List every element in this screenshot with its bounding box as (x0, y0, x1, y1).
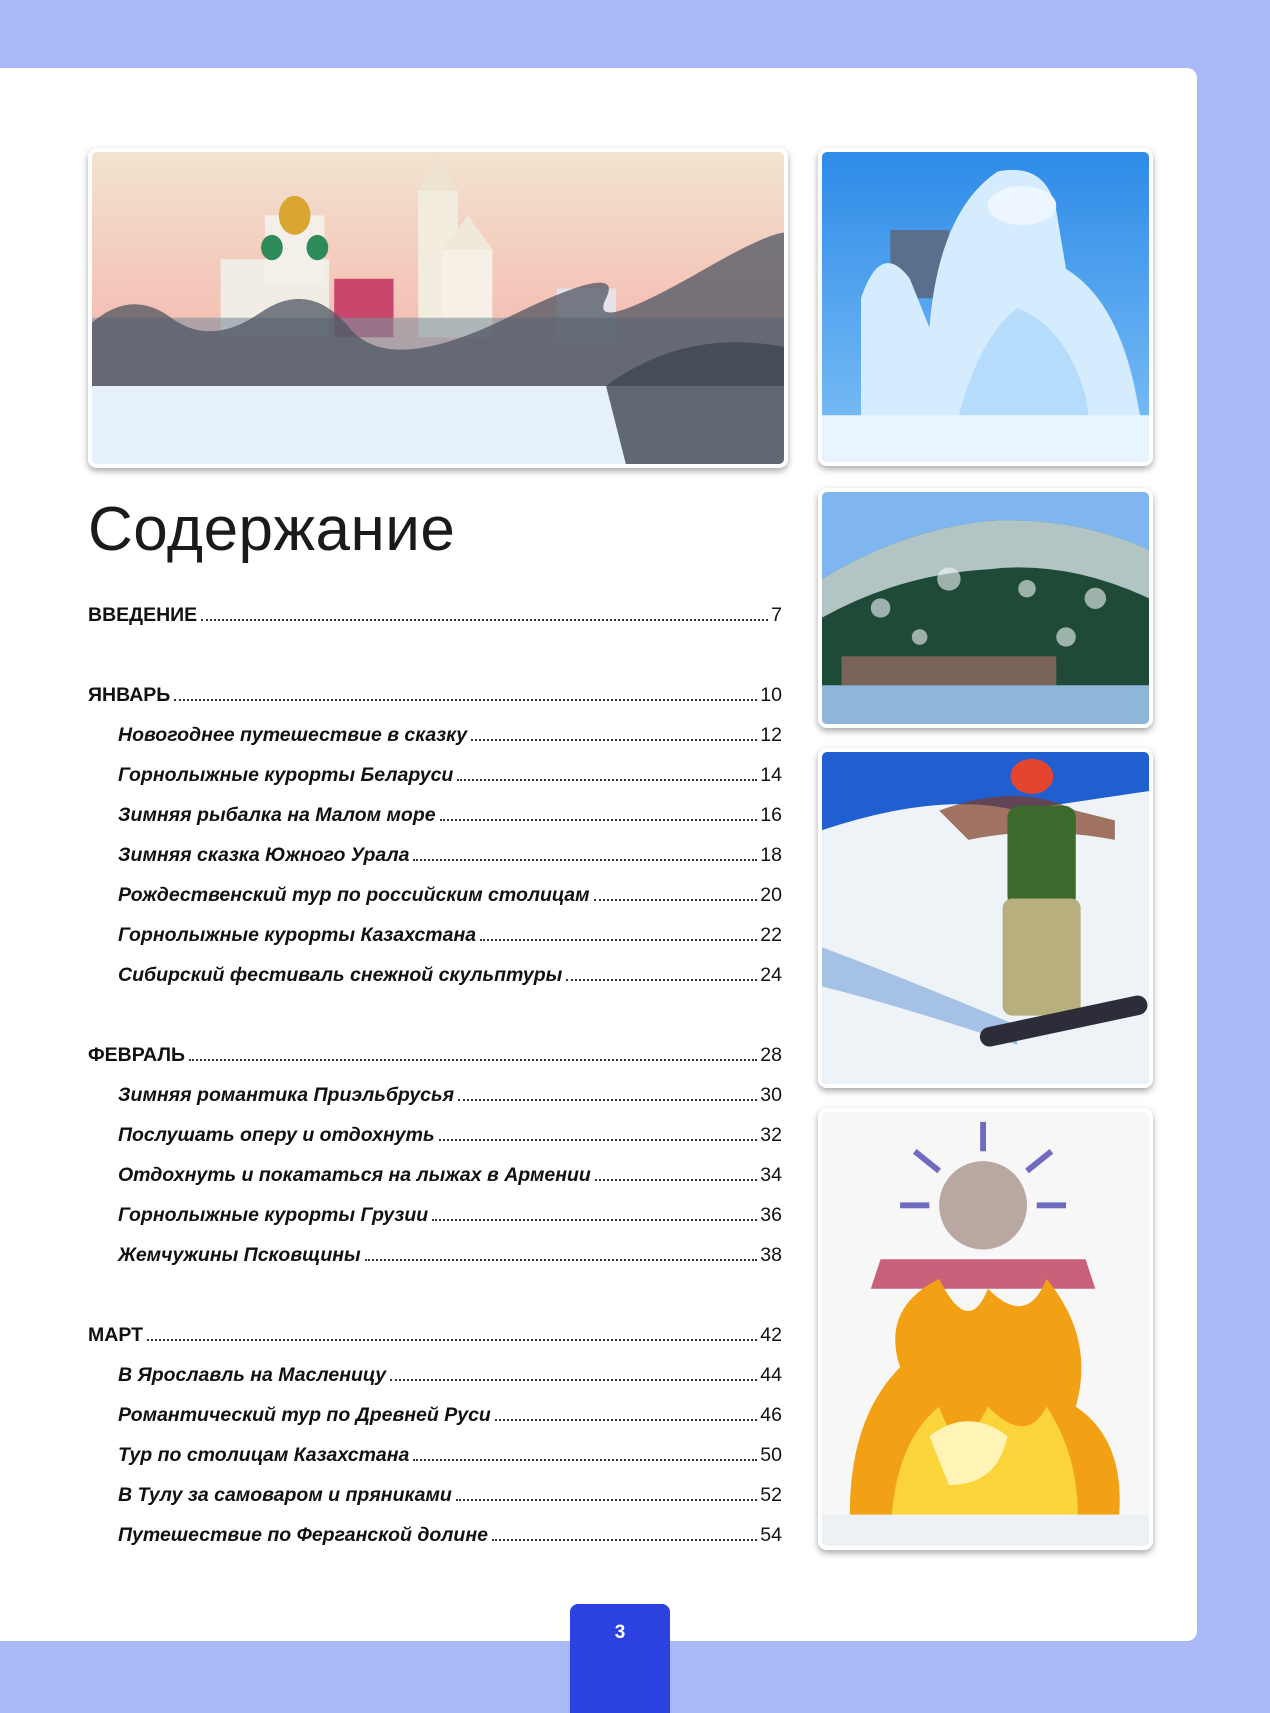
toc-page-number: 46 (760, 1404, 782, 1426)
dot-leader (201, 619, 768, 621)
toc-label: Горнолыжные курорты Беларуси (118, 764, 454, 786)
dot-leader (495, 1419, 757, 1421)
toc-row-january[interactable] (88, 684, 782, 707)
toc-page-number: 38 (760, 1244, 782, 1266)
toc-page-number: 10 (760, 684, 782, 706)
toc-row-march[interactable] (88, 1324, 782, 1347)
toc-page-number: 12 (760, 724, 782, 746)
toc-page-number: 50 (760, 1444, 782, 1466)
dot-leader (458, 1099, 757, 1101)
toc-row[interactable] (88, 724, 782, 747)
photo-maslenitsa-bonfire (818, 1108, 1153, 1550)
dot-leader (457, 779, 757, 781)
toc-page-number: 28 (760, 1044, 782, 1066)
toc-row[interactable] (88, 1364, 782, 1387)
page-number-tab (570, 1604, 670, 1713)
photo-kremlin-winter (88, 148, 788, 468)
toc-label: Новогоднее путешествие в сказку (118, 724, 468, 746)
toc-label: ВВЕДЕНИЕ (88, 604, 198, 626)
toc-page-number: 16 (760, 804, 782, 826)
toc-label: Горнолыжные курорты Казахстана (118, 924, 477, 946)
toc-row-intro[interactable] (88, 604, 782, 627)
toc-page-number: 20 (760, 884, 782, 906)
toc-label: Жемчужины Псковщины (118, 1244, 361, 1266)
toc-label: Рождественский тур по российским столицам (118, 884, 590, 906)
toc-page-number: 34 (760, 1164, 782, 1186)
toc-page-number: 18 (760, 844, 782, 866)
dot-leader (440, 819, 758, 821)
toc-row[interactable] (88, 1524, 782, 1547)
toc-page-number: 36 (760, 1204, 782, 1226)
toc-row[interactable] (88, 1164, 782, 1187)
photo-snowy-forest-lake (818, 488, 1153, 728)
toc-label: Послушать оперу и отдохнуть (118, 1124, 435, 1146)
toc-page-number: 22 (760, 924, 782, 946)
dot-leader (480, 939, 757, 941)
toc-row[interactable] (88, 1404, 782, 1427)
dot-leader (439, 1139, 758, 1141)
toc-label: Отдохнуть и покататься на лыжах в Армении (118, 1164, 591, 1186)
toc-row[interactable] (88, 1484, 782, 1507)
dot-leader (432, 1219, 757, 1221)
dot-leader (390, 1379, 757, 1381)
toc-label: ЯНВАРЬ (88, 684, 171, 706)
toc-page-number: 32 (760, 1124, 782, 1146)
toc-label: В Тулу за самоваром и пряниками (118, 1484, 452, 1506)
dot-leader (566, 979, 757, 981)
dot-leader (492, 1539, 757, 1541)
toc-row[interactable] (88, 764, 782, 787)
toc-row[interactable] (88, 1124, 782, 1147)
toc-row[interactable] (88, 804, 782, 827)
toc-row[interactable] (88, 924, 782, 947)
dot-leader (174, 699, 757, 701)
toc-page-number: 30 (760, 1084, 782, 1106)
toc-label: Зимняя рыбалка на Малом море (118, 804, 436, 826)
toc-page-number: 14 (760, 764, 782, 786)
toc-page-number: 24 (760, 964, 782, 986)
toc-page-number: 42 (760, 1324, 782, 1346)
page-title: Содержание (88, 495, 456, 564)
toc-row[interactable] (88, 884, 782, 907)
toc-page-number: 7 (771, 604, 782, 626)
page-number: 3 (614, 1622, 626, 1643)
toc-row[interactable] (88, 1084, 782, 1107)
dot-leader (189, 1059, 757, 1061)
toc-label: ФЕВРАЛЬ (88, 1044, 186, 1066)
toc-row[interactable] (88, 1204, 782, 1227)
toc-label: МАРТ (88, 1324, 143, 1346)
toc-row[interactable] (88, 1444, 782, 1467)
toc-row-february[interactable] (88, 1044, 782, 1067)
photo-snow-sculpture (818, 148, 1153, 466)
toc-label: Зимняя сказка Южного Урала (118, 844, 410, 866)
toc-label: В Ярославль на Масленицу (118, 1364, 387, 1386)
toc-page-number: 54 (760, 1524, 782, 1546)
dot-leader (413, 859, 757, 861)
dot-leader (147, 1339, 757, 1341)
toc-label: Зимняя романтика Приэльбрусья (118, 1084, 455, 1106)
dot-leader (456, 1499, 757, 1501)
toc-label: Горнолыжные курорты Грузии (118, 1204, 429, 1226)
dot-leader (594, 899, 758, 901)
toc-row[interactable] (88, 844, 782, 867)
toc-page-number: 44 (760, 1364, 782, 1386)
toc-label: Романтический тур по Древней Руси (118, 1404, 491, 1426)
toc-label: Сибирский фестиваль снежной скульптуры (118, 964, 563, 986)
toc-label: Тур по столицам Казахстана (118, 1444, 410, 1466)
toc-page-number: 52 (760, 1484, 782, 1506)
dot-leader (365, 1259, 758, 1261)
toc-label: Путешествие по Ферганской долине (118, 1524, 488, 1546)
dot-leader (595, 1179, 757, 1181)
dot-leader (471, 739, 757, 741)
toc-row[interactable] (88, 964, 782, 987)
photo-snowboarder (818, 748, 1153, 1088)
dot-leader (413, 1459, 757, 1461)
toc-row[interactable] (88, 1244, 782, 1267)
